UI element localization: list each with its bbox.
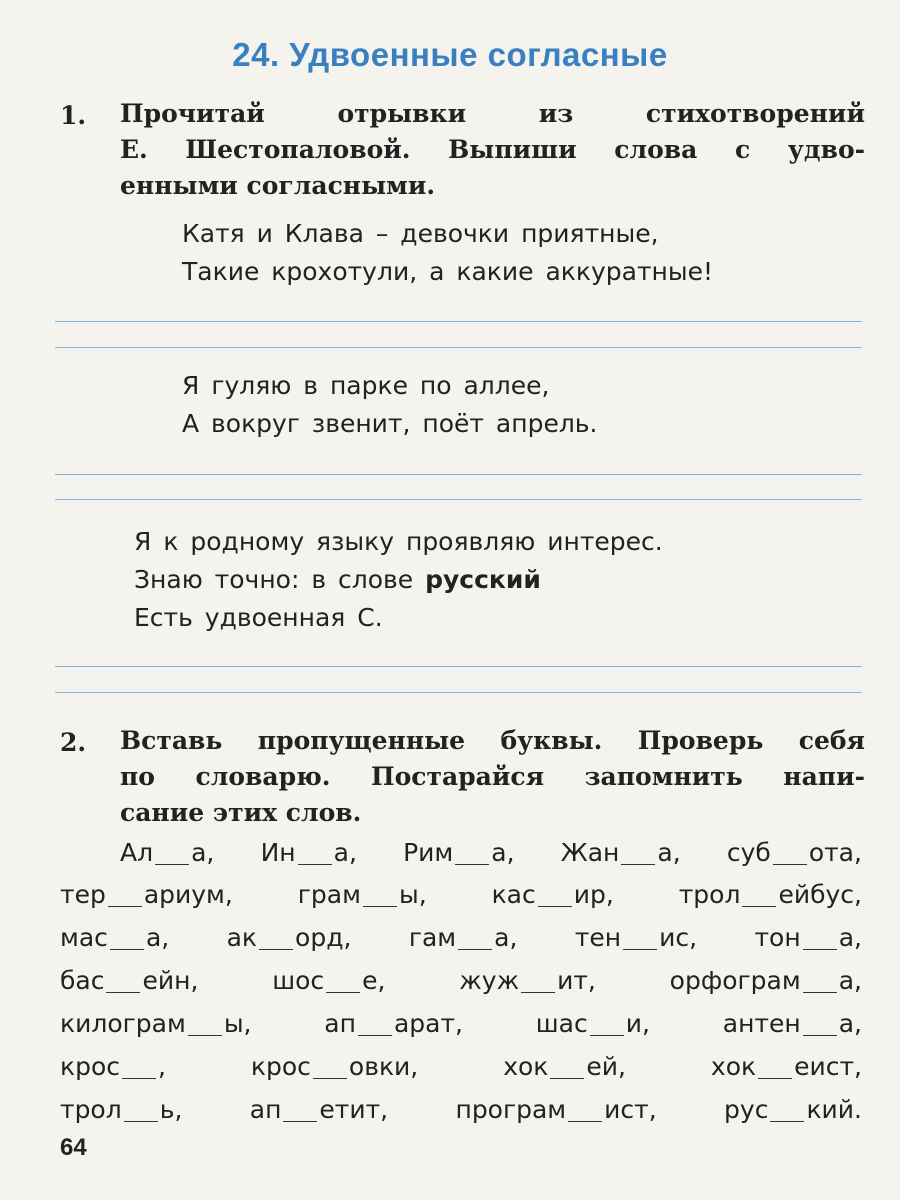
word-end: а, — [494, 923, 518, 952]
word-start: тон — [754, 923, 801, 952]
letter-gap[interactable] — [621, 844, 655, 865]
task-1-instruction — [120, 96, 865, 204]
word-end: ариум, — [143, 880, 233, 909]
poem-line: Такие крохотули, а какие аккуратные! — [182, 257, 714, 286]
highlighted-word: русский — [425, 565, 541, 594]
letter-gap[interactable] — [283, 1101, 317, 1122]
letter-gap[interactable] — [521, 972, 555, 993]
letter-gap[interactable] — [758, 1058, 792, 1079]
letter-gap[interactable] — [155, 844, 189, 865]
exercise-word — [120, 838, 214, 867]
exercise-word — [60, 880, 233, 909]
exercise-word — [503, 1052, 626, 1081]
poem-3 — [134, 523, 663, 637]
letter-gap[interactable] — [259, 929, 293, 950]
exercise-word — [60, 1009, 252, 1038]
poem-line: Я гуляю в парке по аллее, — [182, 371, 550, 400]
letter-gap[interactable] — [550, 1058, 584, 1079]
word-start: мас — [60, 923, 108, 952]
exercise-word — [536, 1009, 650, 1038]
word-start: шос — [272, 966, 325, 995]
word-end: а, — [145, 923, 170, 952]
word-start: килограм — [60, 1009, 186, 1038]
word-start: ап — [249, 1095, 282, 1124]
exercise-word — [727, 838, 862, 867]
word-end: ы, — [398, 880, 427, 909]
word-end: етит, — [319, 1095, 389, 1124]
poem-line: Я к родному языку проявляю интерес. — [134, 527, 663, 556]
letter-gap[interactable] — [803, 929, 837, 950]
letter-gap[interactable] — [803, 1015, 837, 1036]
exercise-word — [754, 923, 862, 952]
letter-gap[interactable] — [770, 1101, 804, 1122]
letter-gap[interactable] — [108, 886, 142, 907]
word-end: арат, — [393, 1009, 463, 1038]
exercise-line — [60, 880, 862, 909]
answer-line[interactable] — [55, 499, 862, 500]
letter-gap[interactable] — [358, 1015, 392, 1036]
poem-1 — [182, 215, 713, 291]
word-end: а, — [657, 838, 681, 867]
task-1-line: Прочитай отрывки из стихотворений — [120, 99, 865, 128]
word-start: ап — [324, 1009, 356, 1038]
word-end: ота, — [808, 838, 862, 867]
word-end: ей, — [586, 1052, 626, 1081]
answer-line[interactable] — [55, 474, 862, 475]
word-end: ейн, — [142, 966, 199, 995]
exercise-word — [455, 1095, 656, 1124]
page-number: 64 — [60, 1134, 87, 1161]
word-end: а, — [491, 838, 515, 867]
letter-gap[interactable] — [122, 1058, 156, 1079]
word-start: хок — [710, 1052, 757, 1081]
word-start: гам — [408, 923, 457, 952]
letter-gap[interactable] — [455, 844, 489, 865]
word-start: бас — [60, 966, 105, 995]
exercise-word — [227, 923, 352, 952]
word-start: крос — [250, 1052, 311, 1081]
exercise-word — [261, 838, 357, 867]
exercise-word — [492, 880, 614, 909]
answer-line[interactable] — [55, 692, 862, 693]
exercise-word — [403, 838, 514, 867]
word-end: е, — [362, 966, 386, 995]
word-end: ь, — [159, 1095, 183, 1124]
letter-gap[interactable] — [623, 929, 657, 950]
word-start: Ин — [260, 838, 296, 867]
word-end: , — [158, 1052, 166, 1081]
word-end: ы, — [223, 1009, 252, 1038]
letter-gap[interactable] — [568, 1101, 602, 1122]
word-end: ист, — [604, 1095, 657, 1124]
word-end: а, — [191, 838, 215, 867]
word-end: а, — [838, 923, 862, 952]
word-start: трол — [60, 1095, 122, 1124]
word-start: антен — [722, 1009, 801, 1038]
task-1-number: 1. — [60, 101, 87, 130]
word-end: еист, — [794, 1052, 862, 1081]
word-end: кий. — [806, 1095, 862, 1124]
word-start: орфограм — [669, 966, 801, 995]
word-start: трол — [678, 880, 741, 909]
letter-gap[interactable] — [124, 1101, 158, 1122]
word-start: тен — [574, 923, 622, 952]
task-1-line: енными согласными. — [120, 171, 436, 200]
task-2-number: 2. — [60, 728, 87, 757]
word-end: ейбус, — [778, 880, 862, 909]
exercise-word — [60, 1095, 182, 1124]
task-2-line: Вставь пропущенные буквы. Проверь себя — [120, 726, 865, 755]
answer-line[interactable] — [55, 666, 862, 667]
task-2-line: сание этих слов. — [120, 798, 362, 827]
letter-gap[interactable] — [188, 1015, 222, 1036]
letter-gap[interactable] — [313, 1058, 347, 1079]
word-start: кас — [491, 880, 536, 909]
exercise-line — [120, 838, 862, 867]
letter-gap[interactable] — [363, 886, 397, 907]
letter-gap[interactable] — [458, 929, 492, 950]
poem-line: А вокруг звенит, поёт апрель. — [182, 409, 598, 438]
exercise-word — [298, 880, 427, 909]
exercise-word — [324, 1009, 463, 1038]
poem-line: Катя и Клава – девочки приятные, — [182, 219, 659, 248]
word-start: Ал — [120, 838, 154, 867]
letter-gap[interactable] — [590, 1015, 624, 1036]
letter-gap[interactable] — [803, 972, 837, 993]
word-start: програм — [455, 1095, 567, 1124]
exercise-word — [60, 923, 169, 952]
word-start: хок — [503, 1052, 549, 1081]
exercise-word — [670, 966, 862, 995]
word-end: а, — [838, 966, 862, 995]
word-end: овки, — [348, 1052, 419, 1081]
letter-gap[interactable] — [538, 886, 572, 907]
word-end: ис, — [659, 923, 698, 952]
letter-gap[interactable] — [742, 886, 776, 907]
exercise-word — [409, 923, 518, 952]
page-title: 24. Удвоенные согласные — [232, 36, 668, 73]
word-start: Жан — [560, 838, 620, 867]
word-start: рус — [724, 1095, 769, 1124]
poem-line — [134, 561, 663, 599]
word-end: орд, — [295, 923, 352, 952]
exercise-word — [723, 1009, 862, 1038]
letter-gap[interactable] — [298, 844, 332, 865]
task-2-line: по словарю. Постарайся запомнить напи- — [120, 762, 865, 791]
answer-line[interactable] — [55, 321, 862, 322]
word-end: а, — [838, 1009, 862, 1038]
letter-gap[interactable] — [326, 972, 360, 993]
exercise-word — [679, 880, 862, 909]
word-start: Рим — [403, 838, 454, 867]
exercise-word — [459, 966, 596, 995]
exercise-word — [251, 1052, 418, 1081]
exercise-line — [60, 1095, 862, 1124]
exercise-word — [60, 1052, 166, 1081]
letter-gap[interactable] — [106, 972, 140, 993]
letter-gap[interactable] — [773, 844, 807, 865]
poem-2 — [182, 367, 598, 443]
exercise-line — [60, 1009, 862, 1038]
word-end: ит, — [557, 966, 596, 995]
task-2-instruction — [120, 723, 865, 831]
word-start: шас — [535, 1009, 588, 1038]
word-start: крос — [60, 1052, 121, 1081]
task-1-line: Е. Шестопаловой. Выпиши слова с удво- — [120, 135, 865, 164]
word-start: тер — [60, 880, 106, 909]
poem-line: Есть удвоенная С. — [134, 603, 383, 632]
word-start: жуж — [459, 966, 520, 995]
exercise-word — [60, 966, 198, 995]
word-start: суб — [726, 838, 771, 867]
exercise-word — [561, 838, 681, 867]
word-end: а, — [333, 838, 357, 867]
exercise-word — [272, 966, 385, 995]
letter-gap[interactable] — [110, 929, 144, 950]
word-end: и, — [625, 1009, 650, 1038]
exercise-word — [711, 1052, 862, 1081]
exercise-line — [60, 923, 862, 952]
word-start: грам — [297, 880, 361, 909]
word-start: ак — [226, 923, 258, 952]
exercise-word — [575, 923, 697, 952]
word-end: ир, — [573, 880, 614, 909]
exercise-line — [60, 1052, 862, 1081]
exercise-word — [250, 1095, 388, 1124]
exercise-word — [724, 1095, 862, 1124]
exercise-line — [60, 966, 862, 995]
poem-text: Знаю точно: в слове — [134, 565, 426, 594]
answer-line[interactable] — [55, 347, 862, 348]
